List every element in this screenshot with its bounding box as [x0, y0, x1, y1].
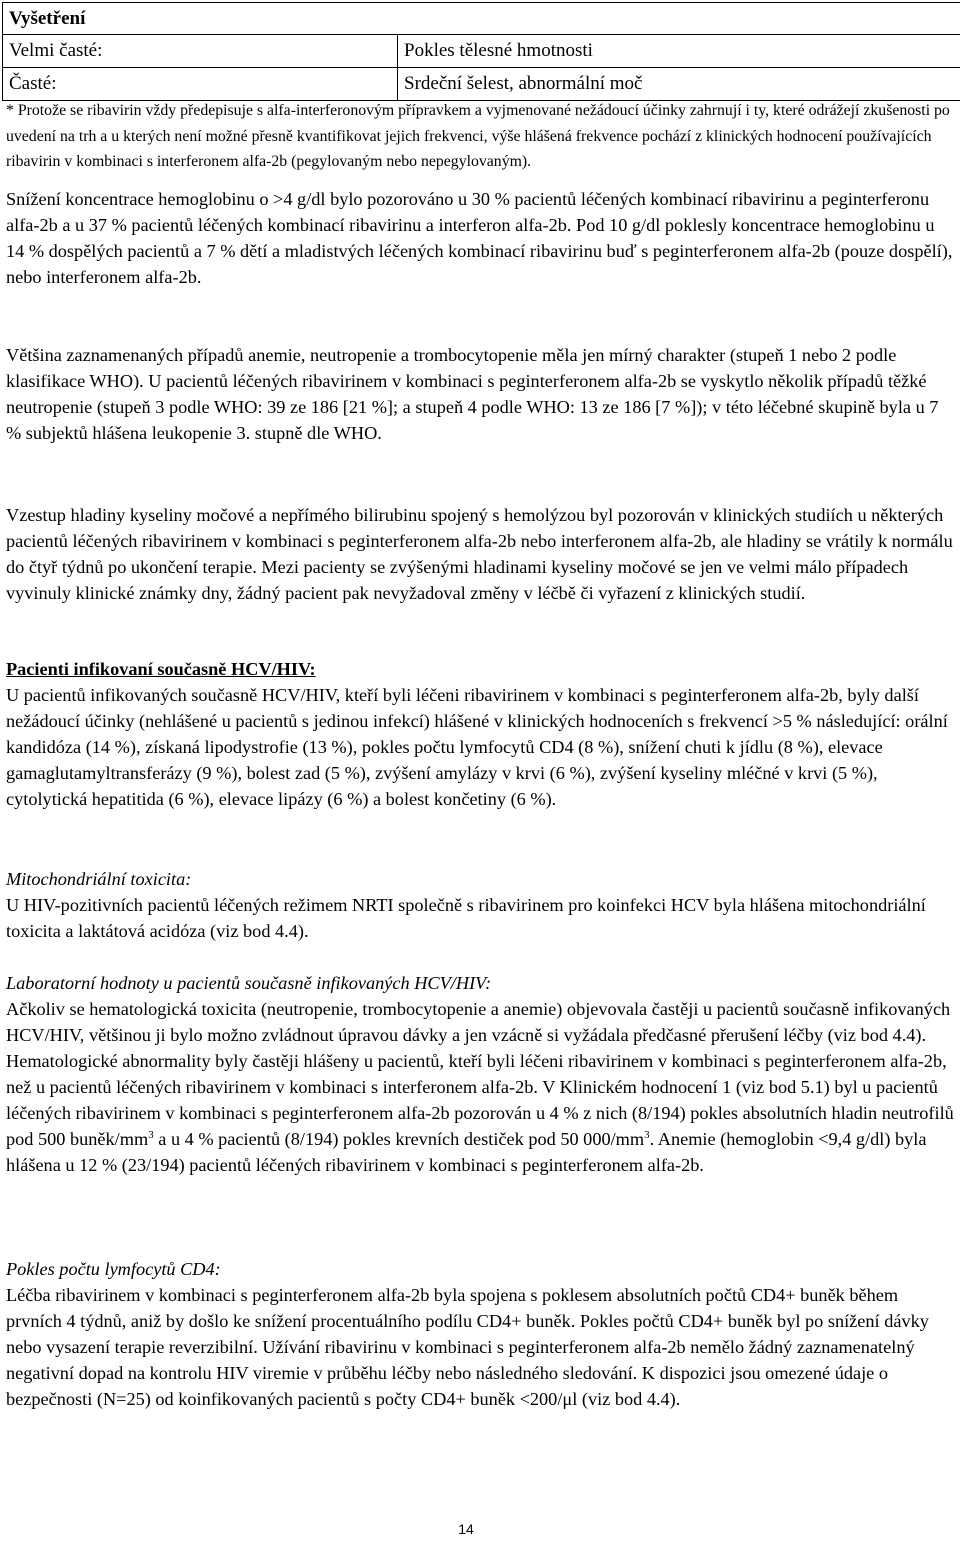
section-heading: Mitochondriální toxicita: — [6, 869, 192, 889]
section-heading: Laboratorní hodnoty u pacientů současně infikovaných HCV/HIV: — [6, 973, 492, 993]
section-body — [6, 996, 956, 1178]
section-body: U pacientů infikovaných současně HCV/HIV, kteří byli léčeni ribavirinem v kombinaci s peginterferonem alfa-2b, byly další nežádoucí účinky (nehlášené u pacientů s jedinou infekcí) hlášené v klinických hodnoceních s frekvencí >5 % následující: orální kandidóza (14 %), získaná lipodystrofie (13 %), pokles počtu lymfocytů CD4 (8 %), snížení chuti k jídlu (8 %), elevace gamaglutamyltransferázy (9 %), bolest zad (5 %), zvýšení amylázy v krvi (6 %), zvýšení kyseliny mléčné v krvi (5 %), cytolytická hepatitida (6 %), elevace lipázy (6 %) a bolest končetiny (6 %). — [6, 685, 948, 809]
paragraph-uric-acid: Vzestup hladiny kyseliny močové a nepřímého bilirubinu spojený s hemolýzou byl pozorován v klinických studiích u některých pacientů léčených ribavirinem v kombinaci s peginterferonem alfa-2b nebo interferonem alfa-2b, ale hladiny se vrátily k normálu do čtyř týdnů po ukončení terapie. Mezi pacienty se zvýšenými hladinami kyseliny močové se jen ve velmi málo případech vyvinuly klinické známky dny, žádný pacient pak nevyžadoval změny v léčbě či vyřazení z klinických studií. — [6, 505, 953, 603]
section-heading: Pacienti infikovaní současně HCV/HIV: — [6, 659, 316, 679]
table-row — [3, 35, 960, 68]
superscript: 3 — [148, 1128, 154, 1141]
section-mitochondrial — [6, 866, 956, 944]
paragraph-anemia: Většina zaznamenaných případů anemie, neutropenie a trombocytopenie měla jen mírný charakter (stupeň 1 nebo 2 podle klasifikace WHO). U pacientů léčených ribavirinem v kombinaci s peginterferonem alfa-2b se vyskytlo několik případů těžké neutropenie (stupeň 3 podle WHO: 39 ze 186 [21 %]; a stupeň 4 podle WHO: 13 ze 186 [7 %]); v této léčebné skupině byla u 7 % subjektů hlášena leukopenie 3. stupně dle WHO. — [6, 345, 939, 443]
section-body: Léčba ribavirinem v kombinaci s peginterferonem alfa-2b byla spojena s poklesem absolutních počtů CD4+ buněk během prvních 4 týdnů, aniž by došlo ke snížení procentuálního podílu CD4+ buněk. Pokles počtů CD4+ buněk byl po snížení dávky nebo vysazení terapie reverzibilní. Užívání ribavirinu v kombinaci s peginterferonem alfa-2b nemělo žádný zaznamenatelný negativní dopad na kontrolu HIV viremie v průběhu léčby nebo následného sledování. K dispozici jsou omezené údaje o bezpečnosti (N=25) od koinfikovaných pacientů s počty CD4+ buněk <200/μl (viz bod 4.4). — [6, 1285, 929, 1409]
frequency-cell: Velmi časté: — [3, 35, 398, 68]
section-cd4 — [6, 1256, 956, 1412]
section-body: U HIV-pozitivních pacientů léčených režimem NRTI společně s ribavirinem pro koinfekci HCV byla hlášena mitochondriální toxicita a laktátová acidóza (viz bod 4.4). — [6, 895, 926, 941]
table-header-row — [3, 3, 960, 35]
frequency-cell: Časté: — [3, 68, 398, 101]
body-text: . Anemie (hemoglobin <9,4 g/dl) byla hlášena u 12 % (23/194) pacientů léčených ribavirinem v kombinaci s peginterferonem alfa-2b. — [6, 1129, 927, 1175]
table-footnote: * Protože se ribavirin vždy předepisuje s alfa-interferonovým přípravkem a vyjmenované nežádoucí účinky zahrnují i ty, které odrážejí zkušenosti po uvedení na trh a u kterých není možné přesně kvantifikovat jejich frekvenci, výše hlášená frekvence pochází z klinických hodnocení používajících ribavirin v kombinaci s interferonem alfa-2b (pegylovaným nebo nepegylovaným). — [6, 102, 950, 170]
table-section-header: Vyšetření — [3, 3, 960, 35]
paragraph-hemoglobin: Snížení koncentrace hemoglobinu o >4 g/dl bylo pozorováno u 30 % pacientů léčených kombinací ribavirinu a peginterferonu alfa-2b a u 37 % pacientů léčených kombinací ribavirinu a interferon alfa-2b. Pod 10 g/dl poklesly koncentrace hemoglobinu u 14 % dospělých pacientů a 7 % dětí a mladistvých léčených kombinací ribavirinu buď s peginterferonem alfa-2b (pouze dospělí), nebo interferonem alfa-2b. — [6, 189, 953, 287]
section-lab-values — [6, 970, 956, 1178]
section-heading: Pokles počtu lymfocytů CD4: — [6, 1259, 221, 1279]
body-text: Ačkoliv se hematologická toxicita (neutropenie, trombocytopenie a anemie) objevovala častěji u pacientů současně infikovaných HCV/HIV, většinou ji bylo možno zvládnout úpravou dávky a jen vzácně si vyžádala předčasné přerušení léčby (viz bod 4.4). Hematologické abnormality byly častěji hlášeny u pacientů, kteří byli léčeni ribavirinem v kombinaci s peginterferonem alfa-2b, než u pacientů léčených ribavirinem v kombinaci s interferonem alfa-2b. V Klinickém hodnocení 1 (viz bod 5.1) byl u pacientů léčených ribavirinem v kombinaci s peginterferonem alfa-2b pozorován u 4 % z nich (8/194) pokles absolutních hladin neutrofilů pod 500 buněk/mm — [6, 999, 954, 1149]
adverse-reactions-table — [2, 2, 960, 101]
body-text: a u 4 % pacientů (8/194) pokles krevních destiček pod 50 000/mm — [153, 1129, 645, 1149]
section-coinfected — [6, 656, 956, 812]
reaction-cell: Pokles tělesné hmotnosti — [398, 35, 960, 68]
reaction-cell: Srdeční šelest, abnormální moč — [398, 68, 960, 101]
superscript: 3 — [644, 1128, 650, 1141]
table-row — [3, 68, 960, 101]
page-number: 14 — [458, 1521, 474, 1537]
